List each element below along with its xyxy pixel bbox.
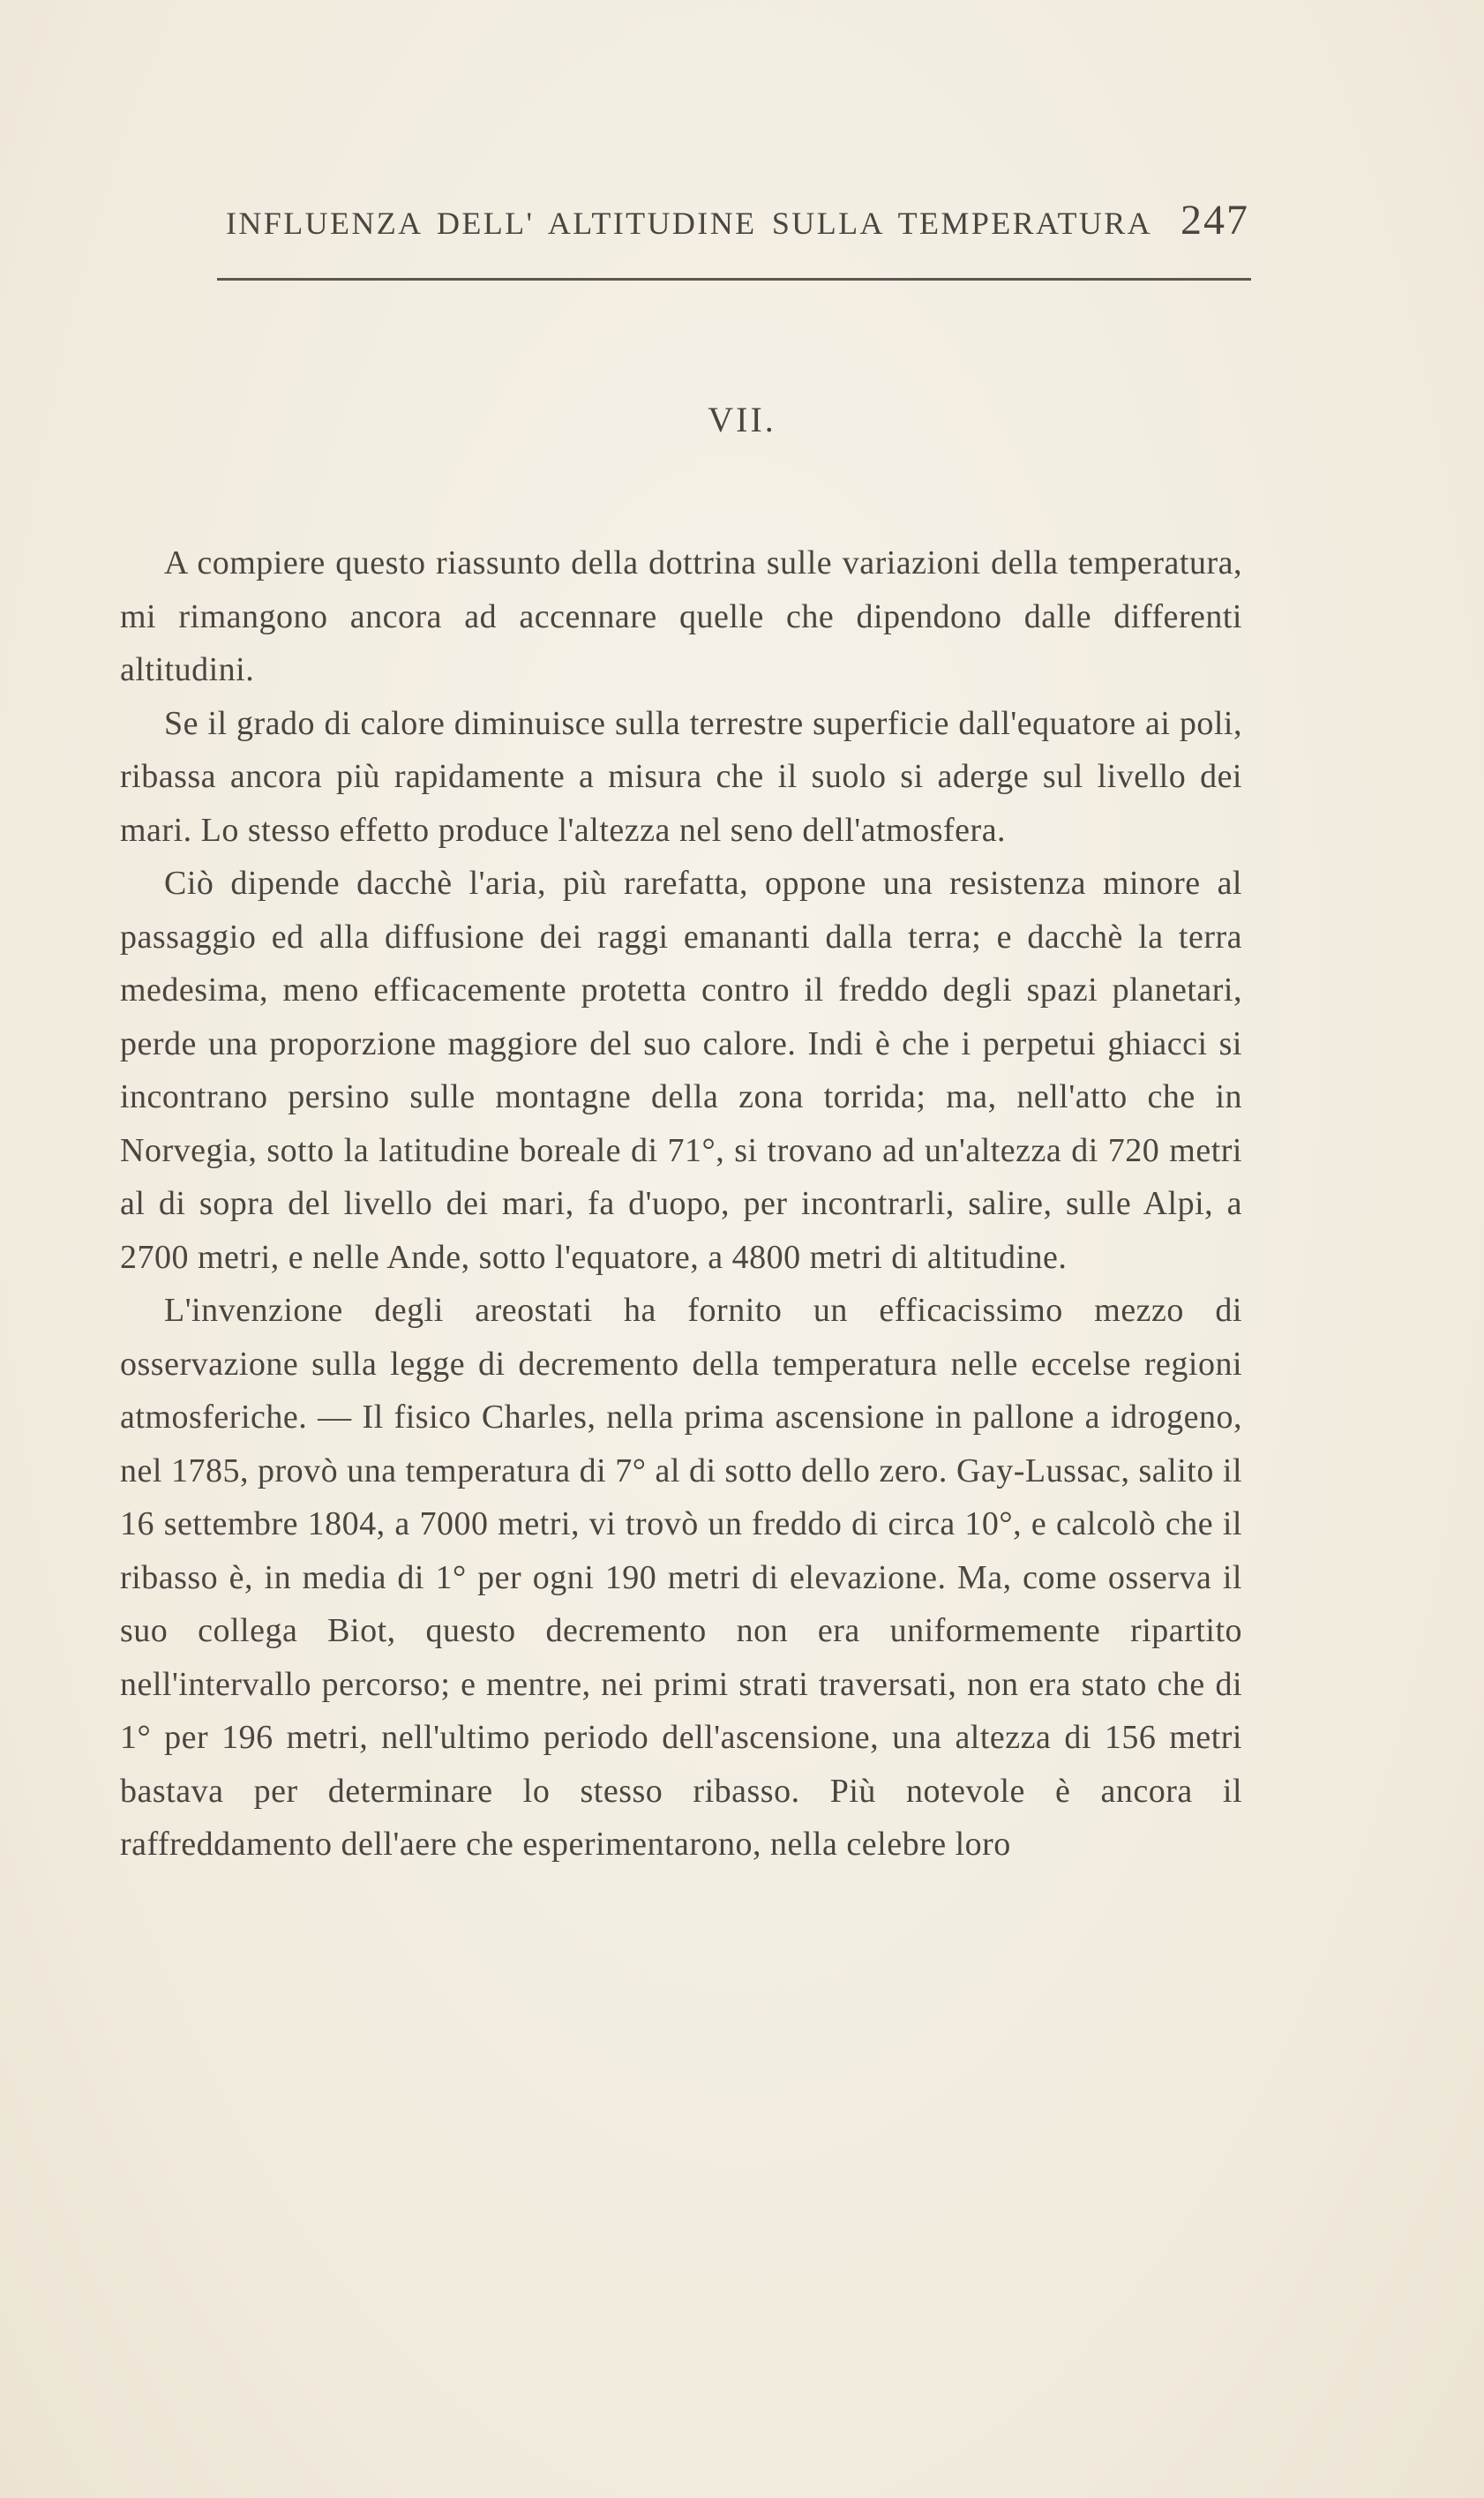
- body-text: [120, 536, 1242, 1872]
- page-number: 247: [1180, 197, 1249, 244]
- paragraph-2: Se il grado di calore diminuisce sulla terrestre superficie dall'equatore ai poli, ribassa ancora più rapidamente a misura che il suolo si aderge sul livello dei mari. Lo stesso effetto produce l'altezza nel seno dell'atmosfera.: [120, 704, 1242, 849]
- paragraph-3: Ciò dipende dacchè l'aria, più rarefatta, oppone una resistenza minore al passaggio ed alla diffusione dei raggi emananti dalla terra; e dacchè la terra medesima, meno efficacemente protetta contro il freddo degli spazi planetari, perde una proporzione maggiore del suo calore. Indi è che i perpetui ghiacci si incontrano persino sulle montagne della zona torrida; ma, nell'atto che in Norvegia, sotto la latitudine boreale di 71°, si trovano ad un'altezza di 720 metri al di sopra del livello dei mari, fa d'uopo, per incontrarli, salire, sulle Alpi, a 2700 metri, e nelle Ande, sotto l'equatore, a 4800 metri di altitudine.: [120, 865, 1242, 1276]
- running-title: INFLUENZA DELL' ALTITUDINE SULLA TEMPERATURA: [226, 206, 1153, 241]
- paragraph-4: L'invenzione degli areostati ha fornito un efficacissimo mezzo di osservazione sulla legge di decremento della temperatura nelle eccelse regioni atmosferiche. — Il fisico Charles, nella prima ascensione in pallone a idrogeno, nel 1785, provò una temperatura di 7° al di sotto dello zero. Gay-Lussac, salito il 16 settembre 1804, a 7000 metri, vi trovò un freddo di circa 10°, e calcolò che il ribasso è, in media di 1° per ogni 190 metri di elevazione. Ma, come osserva il suo collega Biot, questo decremento non era uniformemente ripartito nell'intervallo percorso; e mentre, nei primi strati traversati, non era stato che di 1° per 196 metri, nell'ultimo periodo dell'ascensione, una altezza di 156 metri bastava per determinare lo stesso ribasso. Più notevole è ancora il raffreddamento dell'aere che esperimentarono, nella celebre loro: [120, 1292, 1242, 1863]
- paragraph-1: A compiere questo riassunto della dottrina sulle variazioni della temperatura, mi rimangono ancora ad accennare quelle che dipendono dalle differenti altitudini.: [120, 544, 1242, 688]
- section-number: VII.: [708, 400, 776, 439]
- header-rule: [217, 278, 1251, 281]
- running-head: [219, 196, 1249, 258]
